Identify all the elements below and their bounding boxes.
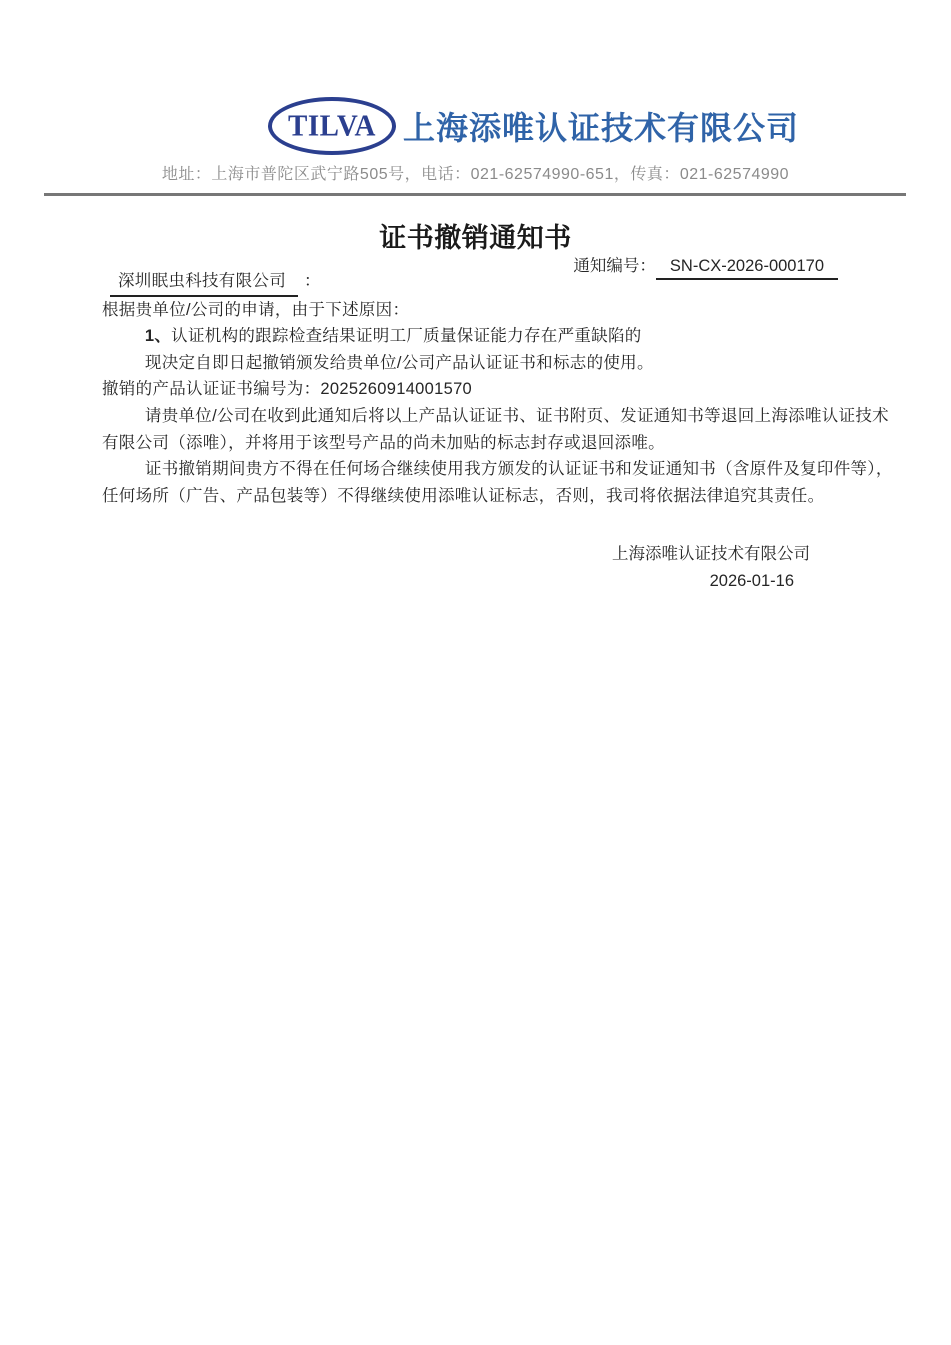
header-divider bbox=[44, 193, 906, 196]
body-line-cert-no: 撤销的产品认证证书编号为：2025260914001570 bbox=[102, 380, 473, 399]
addressee-name: 深圳眠虫科技有限公司 bbox=[110, 268, 298, 297]
body-line-return-1: 请贵单位/公司在收到此通知后将以上产品认证证书、证书附页、发证通知书等退回上海添唯认证技术 bbox=[144, 406, 889, 425]
addressee-line bbox=[102, 268, 850, 297]
tilva-logo-icon bbox=[268, 97, 396, 155]
reason-text: 认证机构的跟踪检查结果证明工厂质量保证能力存在严重缺陷的 bbox=[171, 327, 642, 346]
notice-number-label: 通知编号： bbox=[573, 257, 656, 275]
signature-date: 2026-01-16 bbox=[709, 572, 794, 590]
body-line-decision: 现决定自即日起撤销颁发给贵单位/公司产品认证证书和标志的使用。 bbox=[144, 353, 654, 372]
reason-number: 1、 bbox=[144, 327, 172, 346]
body-line-reason bbox=[102, 323, 850, 350]
body-line-prohibit-1: 证书撤销期间贵方不得在任何场合继续使用我方颁发的认证证书和发证通知书（含原件及复印件等）， bbox=[144, 460, 893, 479]
body-line-return-2: 有限公司（添唯），并将用于该型号产品的尚未加贴的标志封存或退回添唯。 bbox=[102, 433, 665, 452]
addressee-colon: ： bbox=[304, 272, 321, 290]
notice-number-value: SN-CX-2026-000170 bbox=[656, 257, 838, 280]
logo-text: TILVA bbox=[288, 108, 376, 143]
notice-title: 证书撤销通知书 bbox=[379, 223, 572, 253]
signature-block bbox=[560, 541, 810, 595]
signature-company: 上海添唯认证技术有限公司 bbox=[612, 545, 810, 563]
header-company-name: 上海添唯认证技术有限公司 bbox=[403, 110, 800, 146]
header-address-line: 地址：上海市普陀区武宁路505号，电话：021-62574990-651，传真：021-62574990 bbox=[161, 166, 790, 183]
body-line-prohibit-2: 任何场所（广告、产品包装等）不得继续使用添唯认证标志，否则，我司将依据法律追究其责任。 bbox=[102, 486, 825, 505]
body-line-intro: 根据贵单位/公司的申请，由于下述原因： bbox=[102, 300, 410, 319]
notice-body bbox=[102, 268, 893, 509]
